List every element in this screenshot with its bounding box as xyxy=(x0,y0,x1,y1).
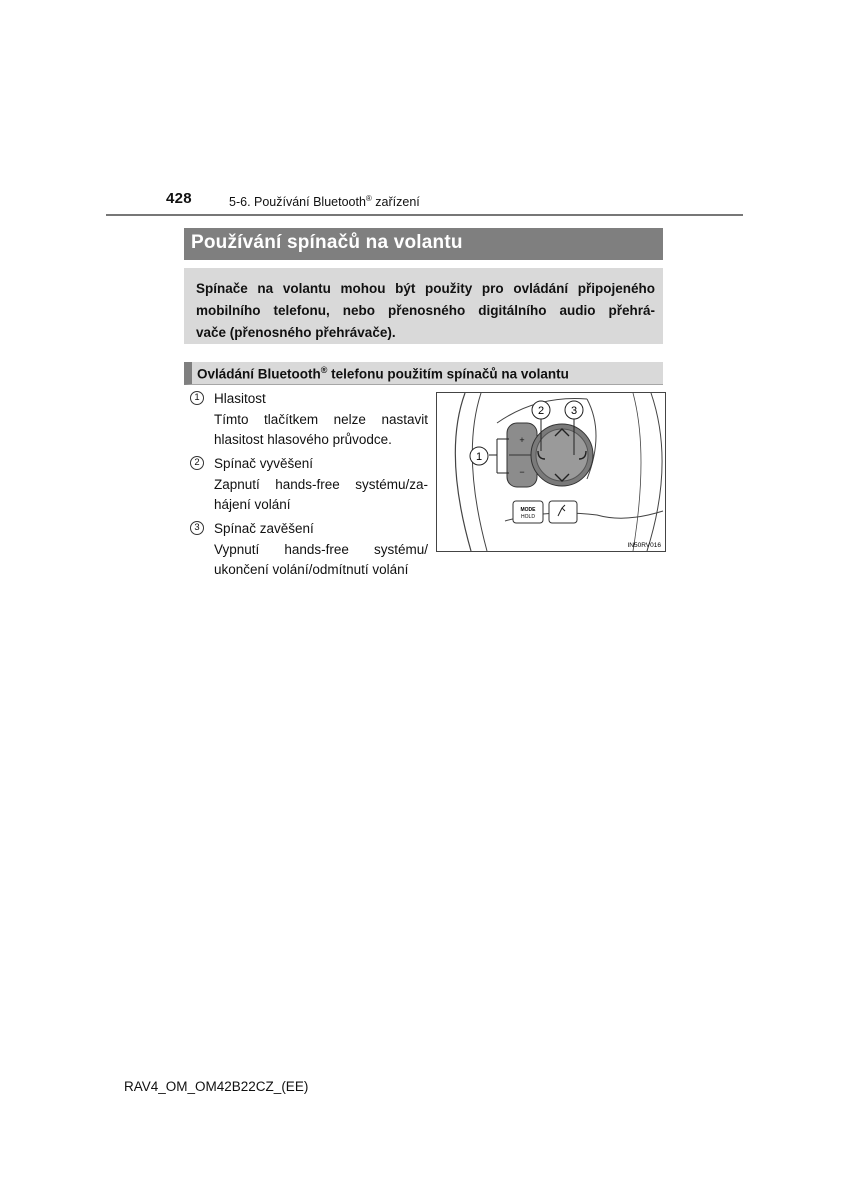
item-desc-line: hájení volání xyxy=(214,497,291,512)
subheading-pre: Ovládání Bluetooth xyxy=(197,366,321,382)
intro-box xyxy=(184,268,663,344)
voice-button-icon xyxy=(549,501,577,523)
item-desc-line: ukončení volání/odmítnutí volání xyxy=(214,562,409,577)
registered-mark: ® xyxy=(320,365,328,375)
item-desc-line: Tímto tlačítkem nelze nastavit xyxy=(214,412,428,427)
section-label-post: zařízení xyxy=(371,195,420,210)
item-number: 1 xyxy=(190,391,204,405)
switch-list xyxy=(190,389,428,580)
page-number: 428 xyxy=(166,190,192,207)
intro-line: vače (přenosného přehrávače). xyxy=(196,325,396,340)
subheading xyxy=(184,362,663,385)
intro-line: mobilního telefonu, nebo přenosného digitálního audio přehrá- xyxy=(196,303,655,318)
registered-mark: ® xyxy=(365,194,372,203)
section-breadcrumb xyxy=(229,194,420,209)
item-number: 3 xyxy=(190,521,204,535)
item-number: 2 xyxy=(190,456,204,470)
list-item-off-hook xyxy=(190,454,428,515)
item-title: Spínač zavěšení xyxy=(214,521,314,536)
callout-leader-1 xyxy=(489,439,509,473)
list-item-volume xyxy=(190,389,428,450)
steering-switch-figure xyxy=(436,392,666,552)
list-item-on-hook xyxy=(190,519,428,580)
hold-label: HOLD xyxy=(521,514,535,520)
control-pad-icon xyxy=(531,424,593,486)
subheading-post: telefonu použitím spínačů na volantu xyxy=(327,366,569,382)
page-title: Používání spínačů na volantu xyxy=(184,228,663,260)
minus-label: − xyxy=(519,467,525,477)
plus-label: + xyxy=(519,435,525,445)
steering-wheel-edge xyxy=(633,393,641,551)
figure-code: IN50RV016 xyxy=(627,542,661,549)
item-desc-line: Vypnutí hands-free systému/ xyxy=(214,542,428,557)
header-divider xyxy=(106,214,743,216)
item-title: Spínač vyvěšení xyxy=(214,456,314,471)
item-title: Hlasitost xyxy=(214,391,266,406)
callout-number-1: 1 xyxy=(475,451,483,463)
callout-number-3: 3 xyxy=(570,405,578,417)
mode-hold-button-icon xyxy=(513,501,543,523)
mode-label: MODE xyxy=(520,507,536,513)
steering-wheel-edge xyxy=(647,393,662,551)
section-label-pre: 5-6. Používání Bluetooth xyxy=(229,195,366,210)
item-desc-line: hlasitost hlasového průvodce. xyxy=(214,432,392,447)
document-code: RAV4_OM_OM42B22CZ_(EE) xyxy=(124,1079,309,1094)
item-desc-line: Zapnutí hands-free systému/za- xyxy=(214,477,428,492)
steering-wheel-rim-inner xyxy=(472,393,487,551)
steering-wheel-rim xyxy=(455,393,471,551)
callout-number-2: 2 xyxy=(537,405,545,417)
intro-line: Spínače na volantu mohou být použity pro ovládání připojeného xyxy=(196,281,655,296)
